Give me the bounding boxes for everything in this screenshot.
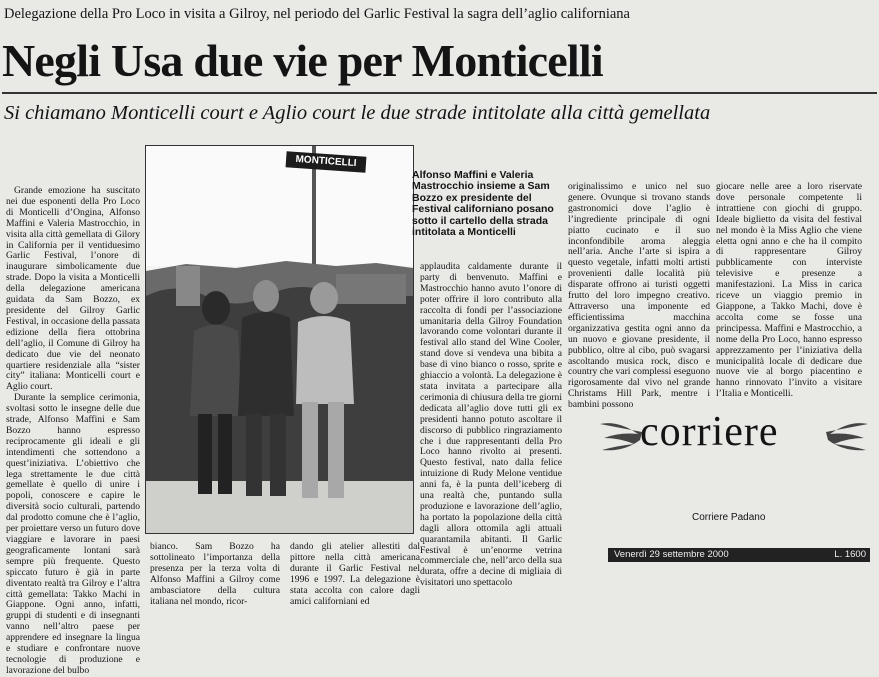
subheadline: Si chiamano Monticelli court e Aglio court le due strade intitolate alla città gemellata	[4, 102, 711, 124]
article-column-4: originalissimo e unico nel suo genere. Ovunque si trovano stands gastronomici dove l’aglio è l’ingrediente principale di ogni piatto cucinato e il suo inconfondibile aroma aleggia nell’aria. Anche l’arte si ispira a questo vegetale, infatti molti artisti provenienti dalle località più disparate offrono ai turisti oggetti frutto del loro impegno creativo. Attraverso una imponente ed efficientissima macchina organizzativa gestita ogni anno da un nuovo e giovane presidente, il pubblico, oltre al cibo, può svagarsi ascoltando musica rock, disco e country che vari complessi eseguono rigorosamente dal vivo nel grande Christams Hill Park, mentre i bambini possono	[568, 181, 710, 411]
news-photo	[145, 145, 414, 534]
publication-date: Venerdì 29 settembre 2000	[614, 549, 729, 560]
corriere-logo-text: corriere	[640, 409, 779, 455]
headline: Negli Usa due vie per Monticelli	[2, 35, 603, 86]
kicker-line: Delegazione della Pro Loco in visita a Gilroy, nel periodo del Garlic Festival la sagra dell’aglio californiana	[4, 6, 630, 22]
photo-caption: Alfonso Maffini e Valeria Mastrocchio insieme a Sam Bozzo ex presidente del Festival californiano posano sotto il cartello della strada intitolata a Monticelli	[412, 169, 554, 239]
article-column-2: bianco. Sam Bozzo ha sottolineato l’importanza della presenza per la terza volta di Alfonso Maffini a Gilroy come ambasciatore della cultura italiana nel mondo, ricor-	[150, 541, 280, 607]
paragraph: Grande emozione ha suscitato nei due esponenti della Pro Loco di Monticelli d’Ongina, Alfonso Maffini e Valeria Mastrocchio, in visita alla città gemellata di Gilory in California per il ventiduesimo Garlic Festival, l’onore di inaugurare simbolicamente due strade. Dopo la visita a Monticelli della delegazione americana guidata da Sam Bozzo, ex presidente del Gilroy Garlic Festival, in occasione della passata edizione della fiera ottobrina dell’aglio, il Comune di Gilroy ha dedicato due vie del neonato quartiere residenziale alla “sister city” italiana: Monticelli court e Aglio court.	[6, 185, 141, 393]
photo-illustration	[146, 146, 413, 533]
article-column-1	[6, 185, 141, 676]
article-column-5: giocare nelle aree a loro riservate dove personale competente li intrattiene con giochi di gruppo. Ideale biglietto da visita del festival nel mondo è la Miss Aglio che viene eletta ogni anno e che ha il compito di rappresentare Gilroy pubblicamente con interviste televisive e presenze a manifestazioni. La Miss in carica riceve un viaggio premio in Giappone, a Takko Machi, dove è accolta come se fosse una principessa. Maffini e Mastrocchio, a nome della Pro Loco, hanno espresso apprezzamento per l’iniziativa della municipalità locale di dedicare due nuove vie al borgo piacentino e hanno rinnovato l’invito a visitare l’Italia e Monticelli.	[716, 181, 862, 400]
price: L. 1600	[834, 549, 866, 560]
article-column-3: applaudita caldamente durante il party di benvenuto. Maffini e Mastrocchio hanno avuto l’onore di poter offrire il loro contributo alla raccolta di fondi per l’associazione umanitaria della Gilroy Foundation lavorando come volontari durante il festival allo stand del Wine Cooler, stand dove si vendeva una bibita a base di vino bianco o rosso, sprite e ghiaccio a volontà. La delegazione è stata invitata a partecipare alla cerimonia di chiusura della tre giorni dedicata all’aglio dove tutti gli ex presidenti hanno potuto ascoltare il discorso di pubblico ringraziamento che i due rappresentanti della Pro Loco hanno rivolto ai presenti. Questo festival, nato dalla felice intuizione di Rudy Melone ventidue anni fa, è la punta dell’iceberg di una realtà che, puntando sulla produzione e lavorazione dell’aglio, ha portato la popolazione della città dagli allora ottomila agli attuali quarantamila abitanti. Il Garlic Festival è un’enorme vetrina commerciale che, nell’arco della sua durata, offre a decine di migliaia di visitatori uno spettacolo	[420, 261, 562, 589]
source-label: Corriere Padano	[692, 512, 766, 523]
headline-rule	[2, 92, 877, 94]
street-sign-text: MONTICELLI	[295, 153, 357, 170]
paragraph: Durante la semplice cerimonia, svoltasi sotto le insegne delle due strade, Alfonso Maffini e Sam Bozzo hanno espresso reciprocamente gli ideali e gli intendimenti che sottendono a quest’iniziativa. L’obiettivo che lega strettamente le due città gemellate è quello di unire i popoli, conoscere e capire le diversità socio culturali, partendo dal prodotto comune che è l’aglio, per proiettare verso un futuro dove viaggiare e lavorare in paesi geograficamente lontani sarà sempre più frequente. Questo spiccato futuro è già in parte diventato realtà tra Gilroy e l’altra città gemellata: Takko Machi in Giappone. Ogni anno, infatti, gruppi di studenti e di insegnanti vanno nell’altro paese per apprendere ed insegnare la lingua e studiare e confrontare nuove tecnologie di produzione e lavorazione del bulbo	[6, 392, 140, 676]
dateline-bar	[608, 548, 870, 562]
article-column-3-start: dando gli atelier allestiti dal pittore nella città americana durante il Garlic Festival nel 1996 e 1997. La delegazione è stata accolta con calore dagli amici californiani ed	[290, 541, 420, 607]
